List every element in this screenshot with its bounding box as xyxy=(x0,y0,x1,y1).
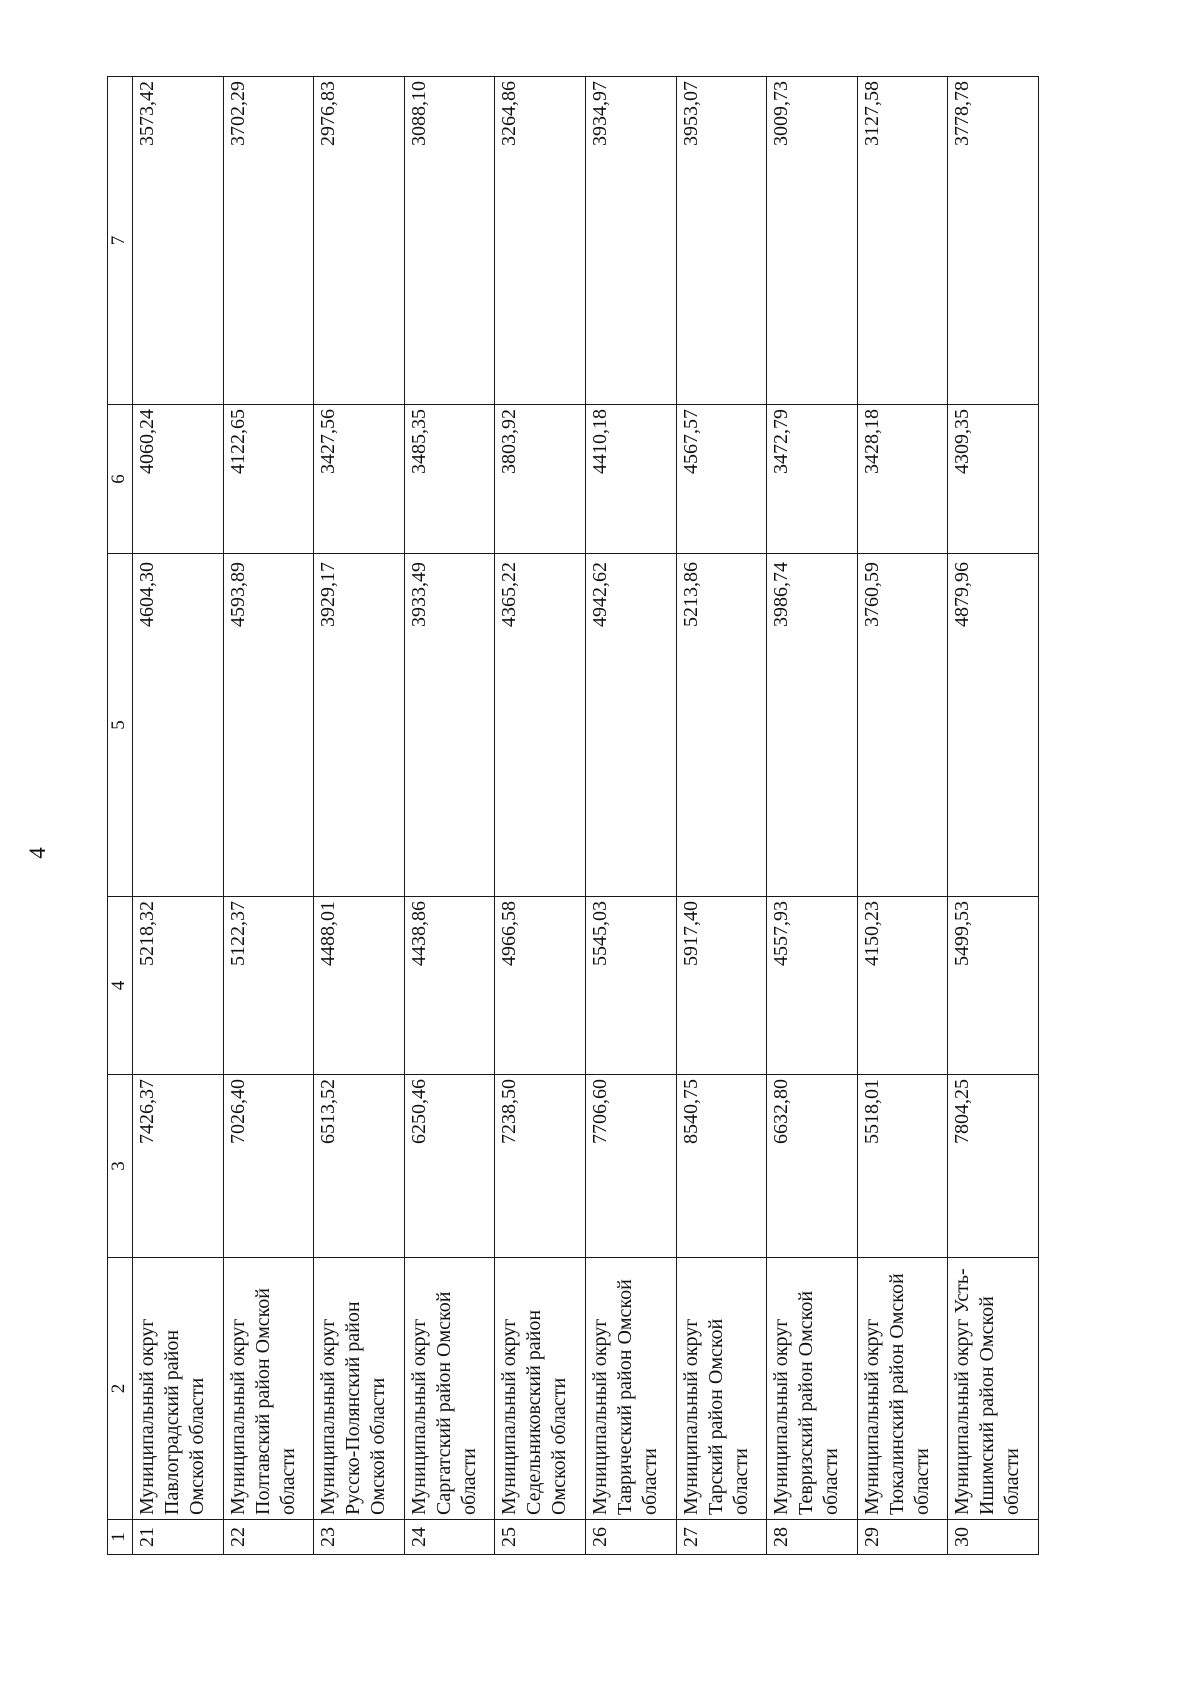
column-header-6: 6 xyxy=(108,405,133,554)
row-number: 25 xyxy=(495,1520,586,1555)
column-header-4: 4 xyxy=(108,897,133,1075)
value-col-4: 4438,86 xyxy=(404,897,495,1075)
value-col-7: 3009,73 xyxy=(767,77,858,405)
municipality-name: Муниципальный округ Тевризский район Омской области xyxy=(767,1258,858,1520)
table-row xyxy=(857,77,948,1555)
column-header-7: 7 xyxy=(108,77,133,405)
table-row xyxy=(495,77,586,1555)
value-col-5: 3986,74 xyxy=(767,554,858,897)
table-row xyxy=(585,77,676,1555)
value-col-4: 4488,01 xyxy=(314,897,405,1075)
municipality-name: Муниципальный округ Русско-Полянский район Омской области xyxy=(314,1258,405,1520)
value-col-3: 7238,50 xyxy=(495,1075,586,1258)
value-col-5: 4604,30 xyxy=(133,554,224,897)
row-number: 28 xyxy=(767,1520,858,1555)
value-col-4: 5122,37 xyxy=(223,897,314,1075)
value-col-5: 4942,62 xyxy=(585,554,676,897)
row-number: 30 xyxy=(948,1520,1039,1555)
value-col-4: 5545,03 xyxy=(585,897,676,1075)
value-col-5: 5213,86 xyxy=(676,554,767,897)
municipality-name: Муниципальный округ Седельниковский район Омской области xyxy=(495,1258,586,1520)
value-col-4: 4150,23 xyxy=(857,897,948,1075)
value-col-3: 7426,37 xyxy=(133,1075,224,1258)
value-col-5: 3933,49 xyxy=(404,554,495,897)
value-col-6: 3485,35 xyxy=(404,405,495,554)
value-col-3: 7706,60 xyxy=(585,1075,676,1258)
value-col-7: 3088,10 xyxy=(404,77,495,405)
row-number: 21 xyxy=(133,1520,224,1555)
value-col-3: 7026,40 xyxy=(223,1075,314,1258)
municipality-name: Муниципальный округ Усть-Ишимский район Омской области xyxy=(948,1258,1039,1520)
municipality-name: Муниципальный округ Тарский район Омской области xyxy=(676,1258,767,1520)
value-col-7: 3264,86 xyxy=(495,77,586,405)
value-col-4: 4557,93 xyxy=(767,897,858,1075)
value-col-3: 6632,80 xyxy=(767,1075,858,1258)
value-col-3: 8540,75 xyxy=(676,1075,767,1258)
column-header-1: 1 xyxy=(108,1520,133,1555)
value-col-7: 2976,83 xyxy=(314,77,405,405)
value-col-6: 3472,79 xyxy=(767,405,858,554)
value-col-5: 4593,89 xyxy=(223,554,314,897)
row-number: 26 xyxy=(585,1520,676,1555)
table-row xyxy=(314,77,405,1555)
value-col-3: 7804,25 xyxy=(948,1075,1039,1258)
municipality-name: Муниципальный округ Полтавский район Омской области xyxy=(223,1258,314,1520)
value-col-6: 4567,57 xyxy=(676,405,767,554)
data-table xyxy=(107,76,1039,1555)
header-row xyxy=(108,77,133,1555)
value-col-3: 6513,52 xyxy=(314,1075,405,1258)
column-header-2: 2 xyxy=(108,1258,133,1520)
value-col-7: 3953,07 xyxy=(676,77,767,405)
value-col-4: 5499,53 xyxy=(948,897,1039,1075)
table-row xyxy=(676,77,767,1555)
value-col-7: 3934,97 xyxy=(585,77,676,405)
value-col-4: 5917,40 xyxy=(676,897,767,1075)
value-col-6: 4060,24 xyxy=(133,405,224,554)
table-row xyxy=(767,77,858,1555)
column-header-5: 5 xyxy=(108,554,133,897)
municipality-name: Муниципальный округ Тюкалинский район Омской области xyxy=(857,1258,948,1520)
value-col-6: 3427,56 xyxy=(314,405,405,554)
value-col-7: 3573,42 xyxy=(133,77,224,405)
value-col-5: 3760,59 xyxy=(857,554,948,897)
table-row xyxy=(223,77,314,1555)
value-col-7: 3702,29 xyxy=(223,77,314,405)
table-row xyxy=(133,77,224,1555)
value-col-3: 6250,46 xyxy=(404,1075,495,1258)
row-number: 29 xyxy=(857,1520,948,1555)
table-row xyxy=(948,77,1039,1555)
row-number: 27 xyxy=(676,1520,767,1555)
value-col-6: 3803,92 xyxy=(495,405,586,554)
page-number: 4 xyxy=(25,847,50,859)
value-col-6: 4309,35 xyxy=(948,405,1039,554)
municipality-name: Муниципальный округ Павлоградский район Омской области xyxy=(133,1258,224,1520)
municipality-name: Муниципальный округ Саргатский район Омской области xyxy=(404,1258,495,1520)
value-col-7: 3778,78 xyxy=(948,77,1039,405)
value-col-6: 4410,18 xyxy=(585,405,676,554)
value-col-4: 5218,32 xyxy=(133,897,224,1075)
value-col-7: 3127,58 xyxy=(857,77,948,405)
value-col-4: 4966,58 xyxy=(495,897,586,1075)
value-col-5: 4365,22 xyxy=(495,554,586,897)
table-row xyxy=(404,77,495,1555)
row-number: 22 xyxy=(223,1520,314,1555)
rotated-table-container xyxy=(107,77,1039,1555)
value-col-5: 4879,96 xyxy=(948,554,1039,897)
row-number: 24 xyxy=(404,1520,495,1555)
municipality-name: Муниципальный округ Таврический район Омской области xyxy=(585,1258,676,1520)
value-col-6: 4122,65 xyxy=(223,405,314,554)
value-col-5: 3929,17 xyxy=(314,554,405,897)
value-col-3: 5518,01 xyxy=(857,1075,948,1258)
row-number: 23 xyxy=(314,1520,405,1555)
column-header-3: 3 xyxy=(108,1075,133,1258)
value-col-6: 3428,18 xyxy=(857,405,948,554)
